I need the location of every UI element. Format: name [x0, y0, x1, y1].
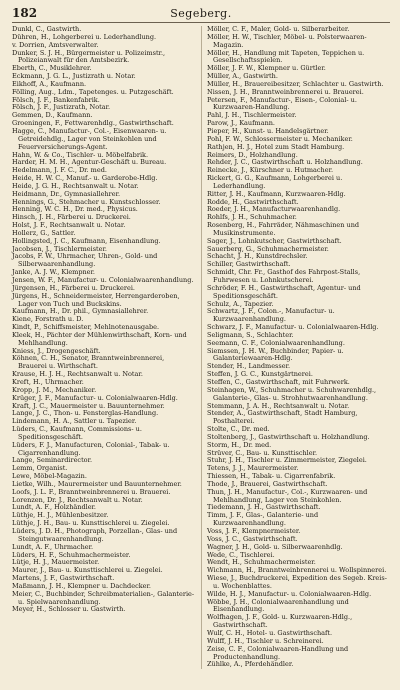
- directory-entry: Müller, H., Brauereibesitzer, Schlachter u. Gastwirth.: [207, 79, 384, 88]
- directory-entry: Dunker, S. J. H., Bürgermeister u. Polizeimstr., Polizeianwalt für den Amtsbezirk.: [12, 48, 166, 65]
- directory-entry: Pieper, H., Kunst- u. Handelsgärtner.: [207, 126, 329, 135]
- directory-entry: Möller, J. F. W., Klempner u. Gürtler.: [207, 64, 326, 73]
- directory-entry: Möller, C. F., Maler, Gold- u. Silberarbeiter.: [207, 25, 350, 33]
- directory-entry: Kiene, Forstrath u. D.: [12, 315, 84, 324]
- directory-entry: Kniess, J., Drogengeschäft.: [12, 346, 101, 355]
- directory-entry: Wolfhagen, J. F., Gold- u. Kurzwaaren-Hdlg., Gastwirthschaft.: [207, 613, 353, 630]
- directory-entry: Reimers, D., Holzhandlung.: [207, 150, 298, 159]
- directory-entry: v. Dorrien, Amtsverwalter.: [12, 40, 99, 49]
- directory-entry: Wede, C., Tischlerei.: [207, 550, 275, 559]
- directory-entry: Lemm, Organist.: [12, 464, 68, 473]
- directory-entry: Schröder, F. H., Gastwirthschaft, Agentur- und Speditionsgeschäft.: [207, 283, 361, 300]
- left-column: [12, 26, 195, 669]
- directory-entry: Thode, J., Brauerei, Gastwirthschaft.: [207, 479, 328, 488]
- directory-entry: Kaufmann, H., Dr. phil., Gymnasiallehrer.: [12, 307, 149, 316]
- directory-entry: Kropp, J. M., Mechaniker.: [12, 385, 97, 394]
- directory-entry: Voss, J. C., Gastwirthschaft.: [207, 534, 298, 543]
- directory-entry: Wilde, H. J., Manufactur- u. Colonialwaaren-Hdlg.: [207, 589, 372, 598]
- directory-entry: Schwarz, J. F., Manufactur- u. Colonialwaaren-Hdlg.: [207, 323, 379, 332]
- directory-entry: Stuhr, J. H., Tischler u. Zimmermeister, Ziegelei.: [207, 456, 367, 465]
- directory-entry: Jacobs, F. W., Uhrmacher, Uhren-, Gold- und Silberwaarenhandlung.: [12, 252, 158, 269]
- directory-entry: Meyer, H., Schlosser u. Gastwirth.: [12, 605, 126, 614]
- directory-entry: Kraft, J. C., Mauermeister u. Bauunternehmer.: [12, 401, 165, 410]
- directory-entry: Nissen, J. H., Branntweinbrennerei u. Brauerei.: [207, 87, 364, 96]
- directory-entry: Hahn, W. & Co., Tischler- u. Möbelfabrik.: [12, 150, 149, 159]
- directory-entry: Fölling, Aug., Ldm., Tapetenges. u. Putzgeschäft.: [12, 87, 174, 96]
- directory-entry: Rodde, H., Gastwirthschaft.: [207, 197, 299, 206]
- directory-entry: Timm, J. F., Glas-, Galanterie- und Kurzwaarenhandlung.: [207, 511, 319, 528]
- directory-entry: Lewe, Möbel-Magazin.: [12, 472, 87, 481]
- directory-entry: Kindt, P., Schiffsmeister, Mehlnotenausgabe.: [12, 323, 160, 332]
- directory-entry: Lüders, F. J., Manufacturen, Colonial-, Tabak- u. Cigarrenhandlung.: [12, 440, 170, 457]
- directory-entry: Eberth, C., Musiklehrer.: [12, 64, 92, 73]
- directory-entry: Dühren, H., Lohgerberei u. Lederhandlung.: [12, 32, 157, 41]
- directory-entry: Janke, A. J. W., Klempner.: [12, 268, 95, 277]
- directory-entry: Möller, H. W., Tischler, Möbel- u. Polsterwaaren-Magazin.: [207, 32, 367, 49]
- directory-entry: Lorenzen, Dr. J., Rechtsanwalt u. Notar.: [12, 495, 143, 504]
- directory-entry: Schulz, A., Tapezier.: [207, 299, 274, 308]
- directory-entry: Seligmann, S., Schlachter.: [207, 330, 294, 339]
- directory-entry: Tiedemann, J. H., Gastwirthschaft.: [207, 503, 321, 512]
- directory-entry: Holst, J. F., Rechtsanwalt u. Notar.: [12, 221, 126, 230]
- directory-entry: Lange, Seminardirector.: [12, 456, 93, 465]
- directory-entry: Reinecke, J., Kürschner u. Hutmacher.: [207, 166, 334, 175]
- directory-entry: Wulf, C. H., Hotel- u. Gastwirthschaft.: [207, 628, 333, 637]
- directory-entry: Kleek, H., Pächter der Mühlenwirthschaft, Korn- und Mehlhandlung.: [12, 330, 187, 347]
- directory-entry: Siemssen, J. H. W., Buchbinder, Papier- u. Galanteriewaaren-Hdlg.: [207, 346, 344, 363]
- directory-entry: Schacht, J. H., Kunstdrechsler.: [207, 252, 308, 261]
- directory-entry: Storm, H., Dr. med.: [207, 440, 272, 449]
- directory-entry: Kreft, H., Uhrmacher.: [12, 377, 84, 386]
- directory-entry: Ritter, J. H., Kaufmann, Kurzwaaren-Hdlg.: [207, 189, 346, 198]
- directory-entry: Steinhagen, W., Schuhmacher u. Schuhwarenhdlg., Galanterie-, Glas- u. Strohhutwaarenhandlung.: [207, 385, 377, 402]
- directory-entry: Thun, J. H., Manufactur-, Col.-, Kurzwaaren- und Mehlhandlung, Lager von Steinkohlen.: [207, 487, 368, 504]
- directory-entry: Krüger, J. F., Manufactur- u. Colonialwaaren-Hdlg.: [12, 393, 178, 402]
- directory-entry: Thiessen, H., Tabak- u. Cigarrenfabrik.: [207, 472, 336, 481]
- directory-entry: Lüthje, J. H., Bau- u. Kunsttischlerei u. Ziegelei.: [12, 519, 170, 528]
- right-column: [201, 26, 390, 669]
- directory-entry: Hennings, G., Stehmacher u. Kunstschlosser.: [12, 197, 161, 206]
- directory-entry: Rohlfs, J. H., Schuhmacher.: [207, 213, 297, 222]
- directory-entry: Zeise, C. F., Colonialwaaren-Handlung und Productenhandlung.: [207, 644, 349, 661]
- directory-entry: Sauerberg, G., Schuhmachermeister.: [207, 244, 329, 253]
- directory-entry: Hollingsted, J. C., Kaufmann, Eisenhandlung.: [12, 236, 161, 245]
- directory-entry: Zühlke, A., Pferdehändler.: [207, 660, 294, 669]
- directory-entry: Rickert, G. G., Kaufmann, Lohgerberei u. Lederhandlung.: [207, 174, 343, 190]
- directory-entry: Gemmen, D., Kaufmann.: [12, 111, 93, 120]
- directory-entry: Stemmann, J. A. H., Rechtsanwalt u. Notar.: [207, 401, 350, 410]
- directory-entry: Roeder, J. H., Manufacturwaarenhandlg.: [207, 205, 341, 214]
- directory-entry: Hagge, C., Manufactur-, Col.-, Eisenwaaren- u. Getreidehdlg., Lager von Steinkohlen und Feuerversicherungs-Agent.: [12, 126, 167, 151]
- directory-entry: Strüver, C., Bau- u. Kunsttischler.: [207, 448, 318, 457]
- directory-entry: Lüders, J. D. H., Photograph, Porzellan-, Glas- und Steingutwaarenhandlung.: [12, 527, 178, 543]
- directory-entry: Stender, H., Landmesser.: [207, 362, 291, 371]
- directory-entry: Lundt, A. F., Uhrmacher.: [12, 542, 94, 551]
- directory-entry: Krause, H. J. H., Rechtsanwalt u. Notar.: [12, 370, 143, 379]
- directory-entry: Hedelmann, J. F. C., Dr. med.: [12, 166, 107, 175]
- directory-entry: Möller, H., Handlung mit Tapeten, Teppichen u. Gesellschaftsspielen.: [207, 48, 365, 65]
- running-title: Segeberg.: [170, 7, 232, 20]
- directory-entry: Dunkl, C., Gastwirth.: [12, 25, 82, 33]
- directory-entry: Stolte, C., Dr. med.: [207, 425, 270, 434]
- directory-entry: Lietke, Wilh., Maurermeister und Bauunternehmer.: [12, 479, 182, 488]
- directory-entry: Fölsch, J. F., Justizrath, Notar.: [12, 103, 111, 112]
- directory-entry: Lüthje, H. J., Mühlenbesitzer.: [12, 511, 109, 520]
- directory-entry: Lundt, A. F., Holzhändler.: [12, 503, 96, 512]
- directory-entry: Rehder, J. C., Gastwirthschaft u. Holzhandlung.: [207, 158, 363, 167]
- directory-entry: Groeningen, F., Fettwarenhdlg., Gastwirthschaft.: [12, 119, 174, 128]
- directory-entry: Petersen, F., Manufactur-, Eisen-, Colonial- u. Kurzwaaren-Handlung.: [207, 95, 357, 112]
- directory-entry: Wiese, J., Buchdruckerei, Expedition des Segeb. Kreis- u. Wochenblattes.: [207, 574, 387, 590]
- directory-entry: Loofs, J. L. F., Branntweinbrennerei u. Brauerei.: [12, 487, 171, 496]
- directory-entry: Jensen, W. F., Manufactur- u. Colonialwaarenhandlung.: [12, 276, 194, 284]
- directory-entry: Meier, C., Buchbinder, Schreibmaterialien-, Galanterie- u. Spielwaarenhandlung.: [12, 589, 195, 606]
- directory-entry: Jacobsen, J., Tischlermeister.: [12, 244, 107, 253]
- directory-entry: Pohl, F. W., Schlossermeister u. Mechaniker.: [207, 134, 353, 143]
- directory-entry: Eikhoff, A., Kaufmann.: [12, 79, 87, 88]
- directory-entry: Rosenberg, H., Fahrräder, Nähmaschinen und Musikinstrumente.: [207, 221, 360, 237]
- directory-entry: Lütje, H. J., Mauermeister.: [12, 558, 100, 567]
- directory-entry: Parow, J., Kaufmann.: [207, 119, 276, 128]
- directory-entry: Martens, J. F., Gastwirthschaft.: [12, 574, 115, 583]
- directory-entry: Pahl, J. H., Tischlermeister.: [207, 111, 297, 120]
- directory-entry: Jürgensen, H., Färberei u. Druckerei.: [12, 283, 135, 292]
- directory-entry: Wagner, J. H., Gold- u. Silberwaarenhdlg.: [207, 542, 343, 551]
- directory-entry: Henning, W. C. H., Dr. med., Physicus.: [12, 205, 138, 214]
- directory-entry: Lüders, C., Kaufmann, Commissions- u. Speditionsgeschäft.: [12, 425, 142, 441]
- page-number: 182: [12, 6, 38, 20]
- directory-entry: Fölsch, J. F., Bankenfabrik.: [12, 95, 100, 104]
- directory-entry: Voss, J. F., Klempnermeister.: [207, 527, 301, 535]
- directory-entry: Heide, J. G. H., Rechtsanwalt u. Notar.: [12, 181, 139, 190]
- directory-entry: Lindemann, H. A., Sattler u. Tapezier.: [12, 417, 137, 426]
- directory-entry: Heidmann, Dr., Gymnasiallehrer.: [12, 189, 121, 198]
- directory-entry: Maßmann, J. H., Klempner u. Dachdecker.: [12, 581, 151, 590]
- directory-entry: Seemann, C. F., Colonialwaarenhandlung.: [207, 338, 345, 347]
- directory-entry: Tetens, J. J., Maurermeister.: [207, 464, 299, 473]
- directory-entry: Schiller, Gastwirthschaft.: [207, 260, 291, 269]
- directory-entry: Stender, A., Gastwirthschaft, Stadt Hamburg, Posthalterei.: [207, 409, 358, 426]
- directory-entry: Wöbbe, J. H., Colonialwaarenhandlung und Eisenhandlung.: [207, 597, 349, 614]
- directory-entry: Steffen, C., Gastwirthschaft, mit Fuhrwerk.: [207, 377, 350, 386]
- directory-entry: Schwartz, J. F., Colon.-, Manufactur- u. Kurzwaarenhandlung.: [207, 307, 335, 324]
- directory-entry: Lange, J. C., Thon- u. Fensterglas-Handlung.: [12, 409, 159, 418]
- directory-entry: Müller, A., Gastwirth.: [207, 72, 278, 81]
- directory-entry: Wendt, H., Schuhmachermeister.: [207, 558, 316, 567]
- directory-entry: Steffen, J. G. C., Kunstgärtnerei.: [207, 370, 313, 379]
- directory-entry: Heide, H. W. C., Manuf.- u. Garderobe-Hdlg.: [12, 174, 158, 183]
- directory-entry: Maurer, J., Bau- u. Kunsttischlerei u. Ziegelei.: [12, 566, 163, 575]
- directory-entry: Wichmann, H., Branntweinbrennerei u. Wollspinnerei.: [207, 566, 387, 575]
- directory-entry: Eckmann, J. G. L., Justizrath u. Notar.: [12, 72, 136, 81]
- directory-entry: Jürgens, H., Schneidermeister, Herrengarderoben, Lager von Tuch und Buckskins.: [12, 291, 180, 308]
- page-header: [12, 6, 390, 23]
- entry-columns: [12, 26, 390, 669]
- directory-entry: Rathjen, H. J., Hotel zum Stadt Hamburg.: [207, 142, 345, 151]
- directory-entry: Wulff, J. H., Tischler u. Schreinerei.: [207, 636, 324, 645]
- directory-entry: Harder, H. M. H., Agentur-Geschäft u. Bureau.: [12, 158, 167, 167]
- directory-entry: Sager, J., Lohnkutscher, Gastwirthschaft.: [207, 236, 342, 245]
- directory-entry: Hinsch, J. H., Färberei u. Druckerei.: [12, 213, 131, 222]
- directory-entry: Stoltenberg, J., Gastwirthschaft u. Holzhandlung.: [207, 432, 370, 441]
- directory-entry: Hollerz, G., Sattler.: [12, 228, 76, 237]
- directory-entry: Lüders, H. F., Schuhmachermeister.: [12, 550, 131, 559]
- directory-entry: Köhnen, C. H., Senator, Branntweinbrennerei, Brauerei u. Wirthschaft.: [12, 354, 165, 371]
- directory-entry: Schmidt, Chr. Fr., Gasthof des Fahrpost-Stalls, Fuhrwesen u. Lohnkutscherei.: [207, 268, 361, 284]
